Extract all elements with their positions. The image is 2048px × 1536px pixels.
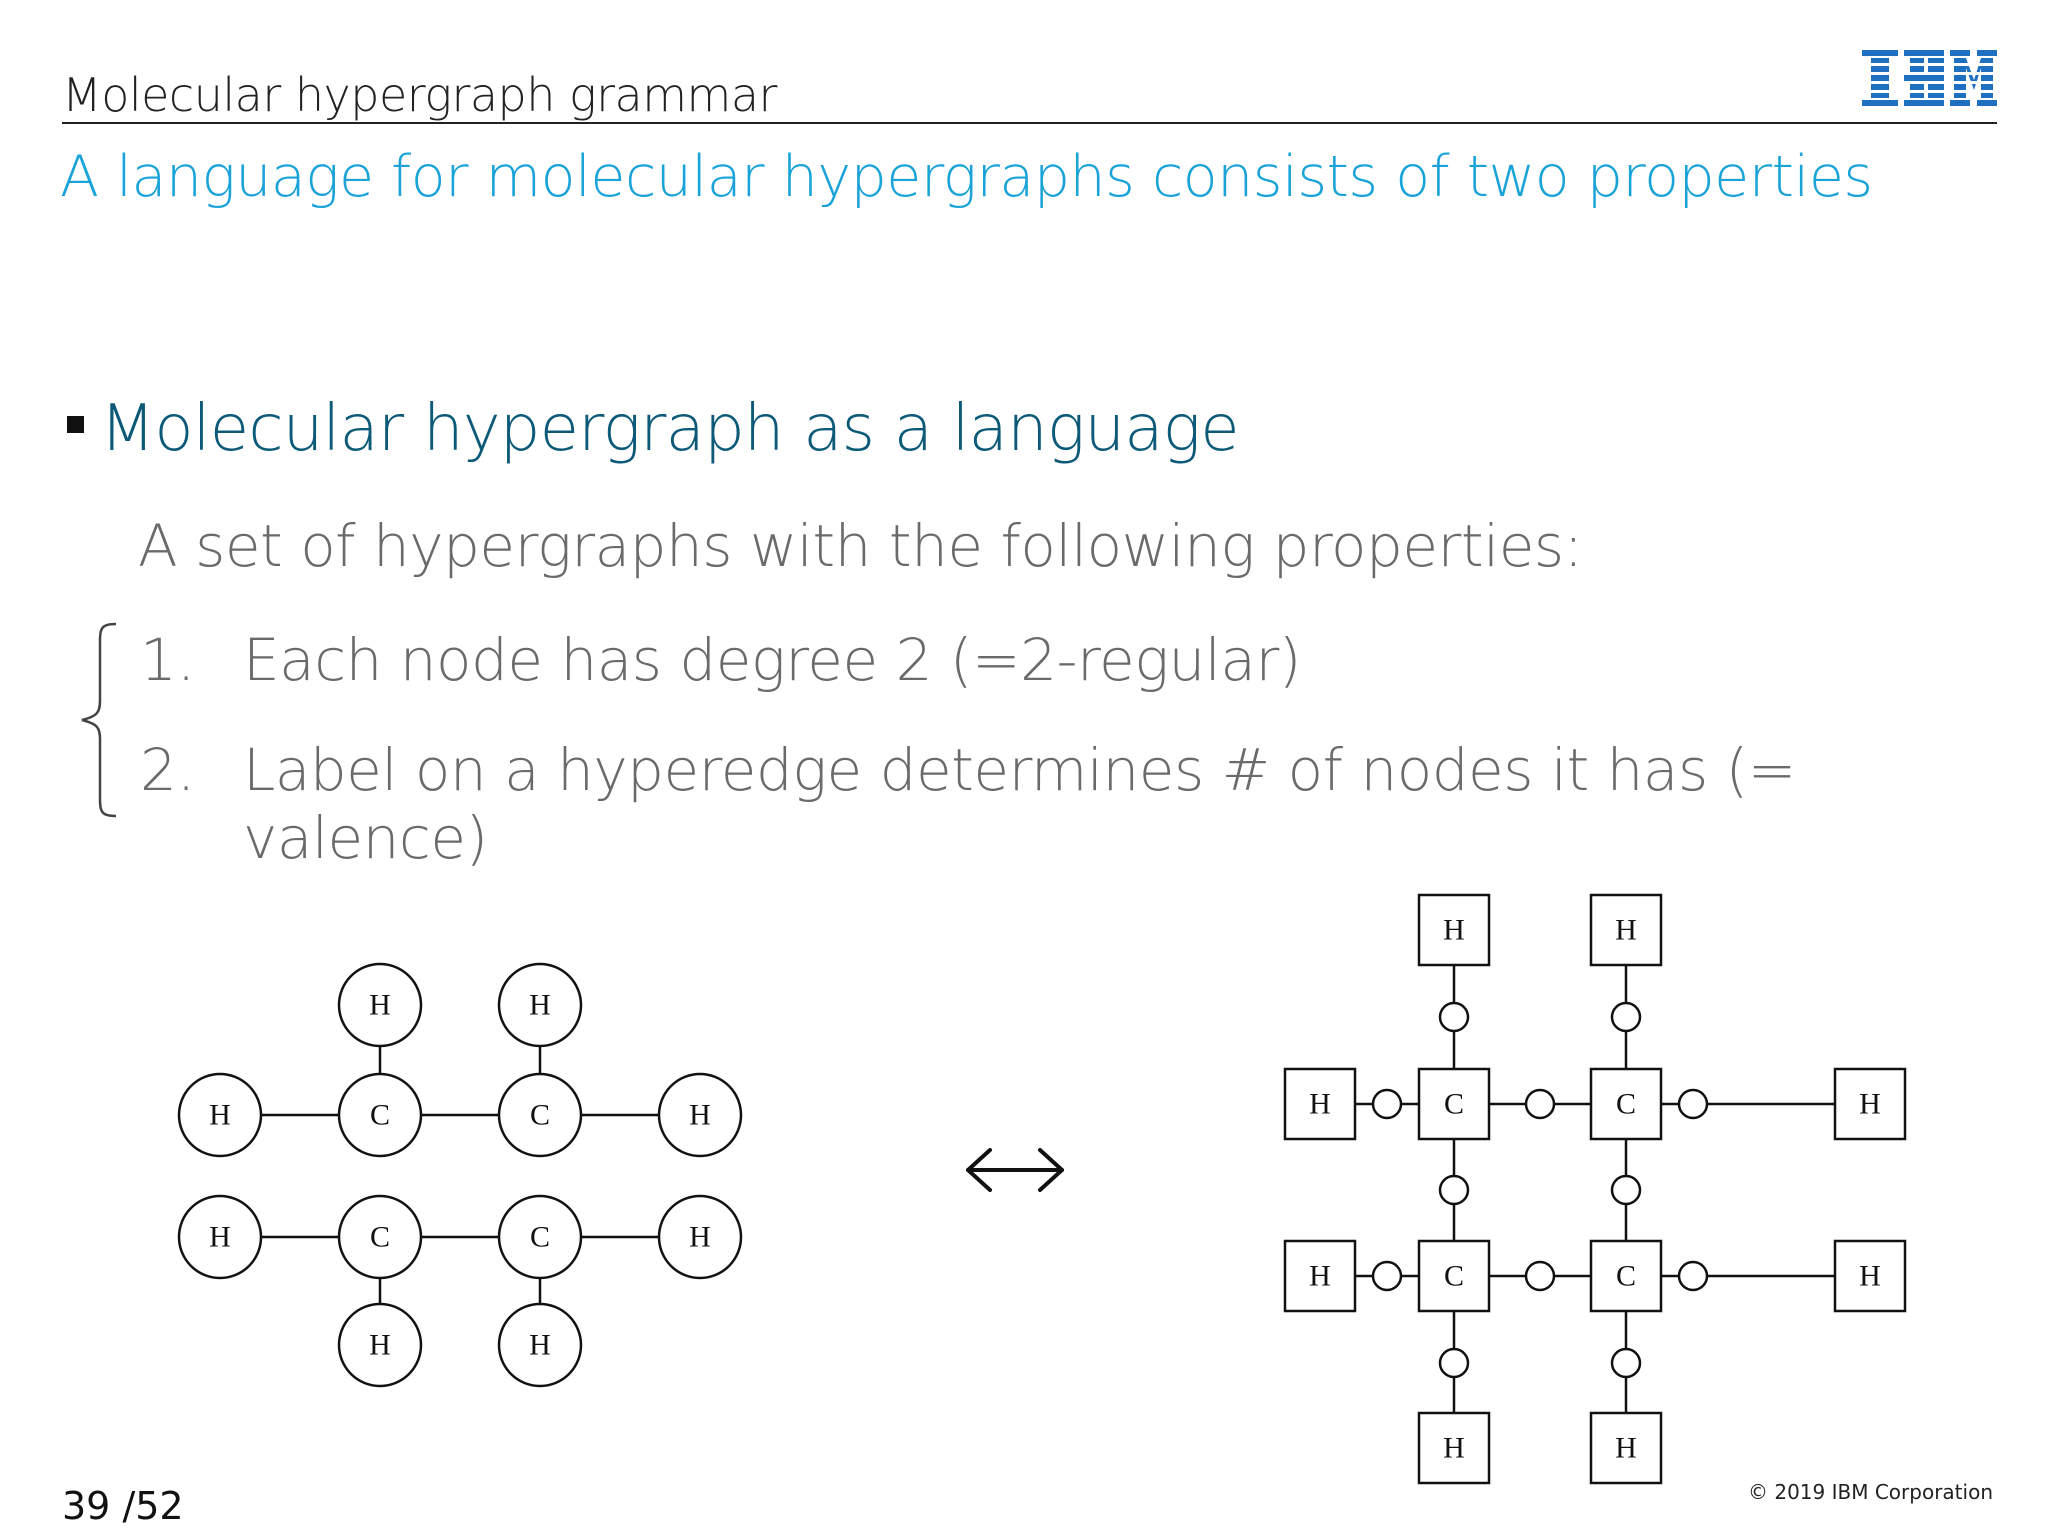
hyperedge-label: H xyxy=(1309,1087,1331,1121)
left-brace-icon xyxy=(78,620,118,820)
atom-label: C xyxy=(529,1098,551,1132)
hypergraph-node xyxy=(1612,1003,1640,1031)
hypergraph-node xyxy=(1526,1262,1554,1290)
atom-node xyxy=(339,964,421,1046)
hypergraph-node xyxy=(1440,1003,1468,1031)
page-number xyxy=(62,1484,184,1528)
atom-label: H xyxy=(369,988,391,1022)
hypergraph-node xyxy=(1526,1090,1554,1118)
hypergraph-node xyxy=(1373,1262,1401,1290)
bullet-square-icon xyxy=(67,416,84,433)
atom-label: C xyxy=(369,1220,391,1254)
hyperedge-label: H xyxy=(1859,1259,1881,1293)
hyperedge xyxy=(1591,1241,1661,1311)
hyperedge xyxy=(1419,1413,1489,1483)
hyperedge xyxy=(1591,1413,1661,1483)
hyperedge-label: C xyxy=(1615,1259,1637,1293)
hypergraph-diagram xyxy=(1280,890,1910,1490)
header-title: Molecular hypergraph grammar xyxy=(62,68,777,122)
property-text: Each node has degree 2 (=2-regular) xyxy=(243,626,1301,694)
hypergraph-node xyxy=(1440,1176,1468,1204)
hyperedge xyxy=(1285,1241,1355,1311)
atom-label: H xyxy=(209,1220,231,1254)
header-divider xyxy=(62,122,1997,124)
hyperedge xyxy=(1419,1241,1489,1311)
atom-label: H xyxy=(689,1098,711,1132)
hyperedge xyxy=(1835,1241,1905,1311)
hyperedge xyxy=(1591,895,1661,965)
page-total: /52 xyxy=(122,1484,184,1528)
atom-node xyxy=(339,1074,421,1156)
hypergraph-nodes xyxy=(1373,1003,1707,1377)
atom-label: H xyxy=(529,1328,551,1362)
atom-node xyxy=(499,1074,581,1156)
atom-node xyxy=(339,1304,421,1386)
ibm-logo-icon xyxy=(1862,50,1997,106)
property-number: 1. xyxy=(140,626,196,694)
hypergraph-node xyxy=(1612,1176,1640,1204)
hyperedge-label: H xyxy=(1443,913,1465,947)
hypergraph-node xyxy=(1373,1090,1401,1118)
copyright-notice: © 2019 IBM Corporation xyxy=(1748,1480,1993,1504)
hyperedge-label: H xyxy=(1859,1087,1881,1121)
atom-label: C xyxy=(369,1098,391,1132)
atom-node xyxy=(499,1196,581,1278)
hyperedge-label: C xyxy=(1615,1087,1637,1121)
hypergraph-node xyxy=(1440,1349,1468,1377)
atom-node xyxy=(499,964,581,1046)
atom-label: H xyxy=(529,988,551,1022)
hypergraph-node xyxy=(1679,1262,1707,1290)
hyperedge-label: H xyxy=(1615,1431,1637,1465)
property-text: Label on a hyperedge determines # of nodes it has (= valence) xyxy=(243,736,1796,872)
hyperedge xyxy=(1835,1069,1905,1139)
atom-label: C xyxy=(529,1220,551,1254)
atom-label: H xyxy=(369,1328,391,1362)
hyperedge xyxy=(1285,1069,1355,1139)
hyperedge xyxy=(1419,1069,1489,1139)
hyperedge-label: H xyxy=(1615,913,1637,947)
atom-node xyxy=(659,1196,741,1278)
properties-intro: A set of hypergraphs with the following properties: xyxy=(138,512,1583,580)
hyperedge-label: C xyxy=(1443,1087,1465,1121)
atom-node xyxy=(659,1074,741,1156)
page-current: 39 xyxy=(62,1484,111,1528)
atom-label: H xyxy=(209,1098,231,1132)
equivalence-arrow-icon xyxy=(960,1140,1070,1200)
property-number: 2. xyxy=(140,736,196,804)
atom-node xyxy=(339,1196,421,1278)
atom-node xyxy=(179,1196,261,1278)
molecule-graph-diagram xyxy=(170,950,750,1390)
hyperedge xyxy=(1591,1069,1661,1139)
hyperedge-label: H xyxy=(1443,1431,1465,1465)
hypergraph-node xyxy=(1679,1090,1707,1118)
hypergraph-node xyxy=(1612,1349,1640,1377)
bullet-heading: Molecular hypergraph as a language xyxy=(100,392,1239,466)
atom-node xyxy=(499,1304,581,1386)
atom-node xyxy=(179,1074,261,1156)
atom-label: H xyxy=(689,1220,711,1254)
slide-subtitle: A language for molecular hypergraphs consists of two properties xyxy=(60,144,1873,210)
hyperedge-label: H xyxy=(1309,1259,1331,1293)
hyperedge-label: C xyxy=(1443,1259,1465,1293)
hyperedge xyxy=(1419,895,1489,965)
